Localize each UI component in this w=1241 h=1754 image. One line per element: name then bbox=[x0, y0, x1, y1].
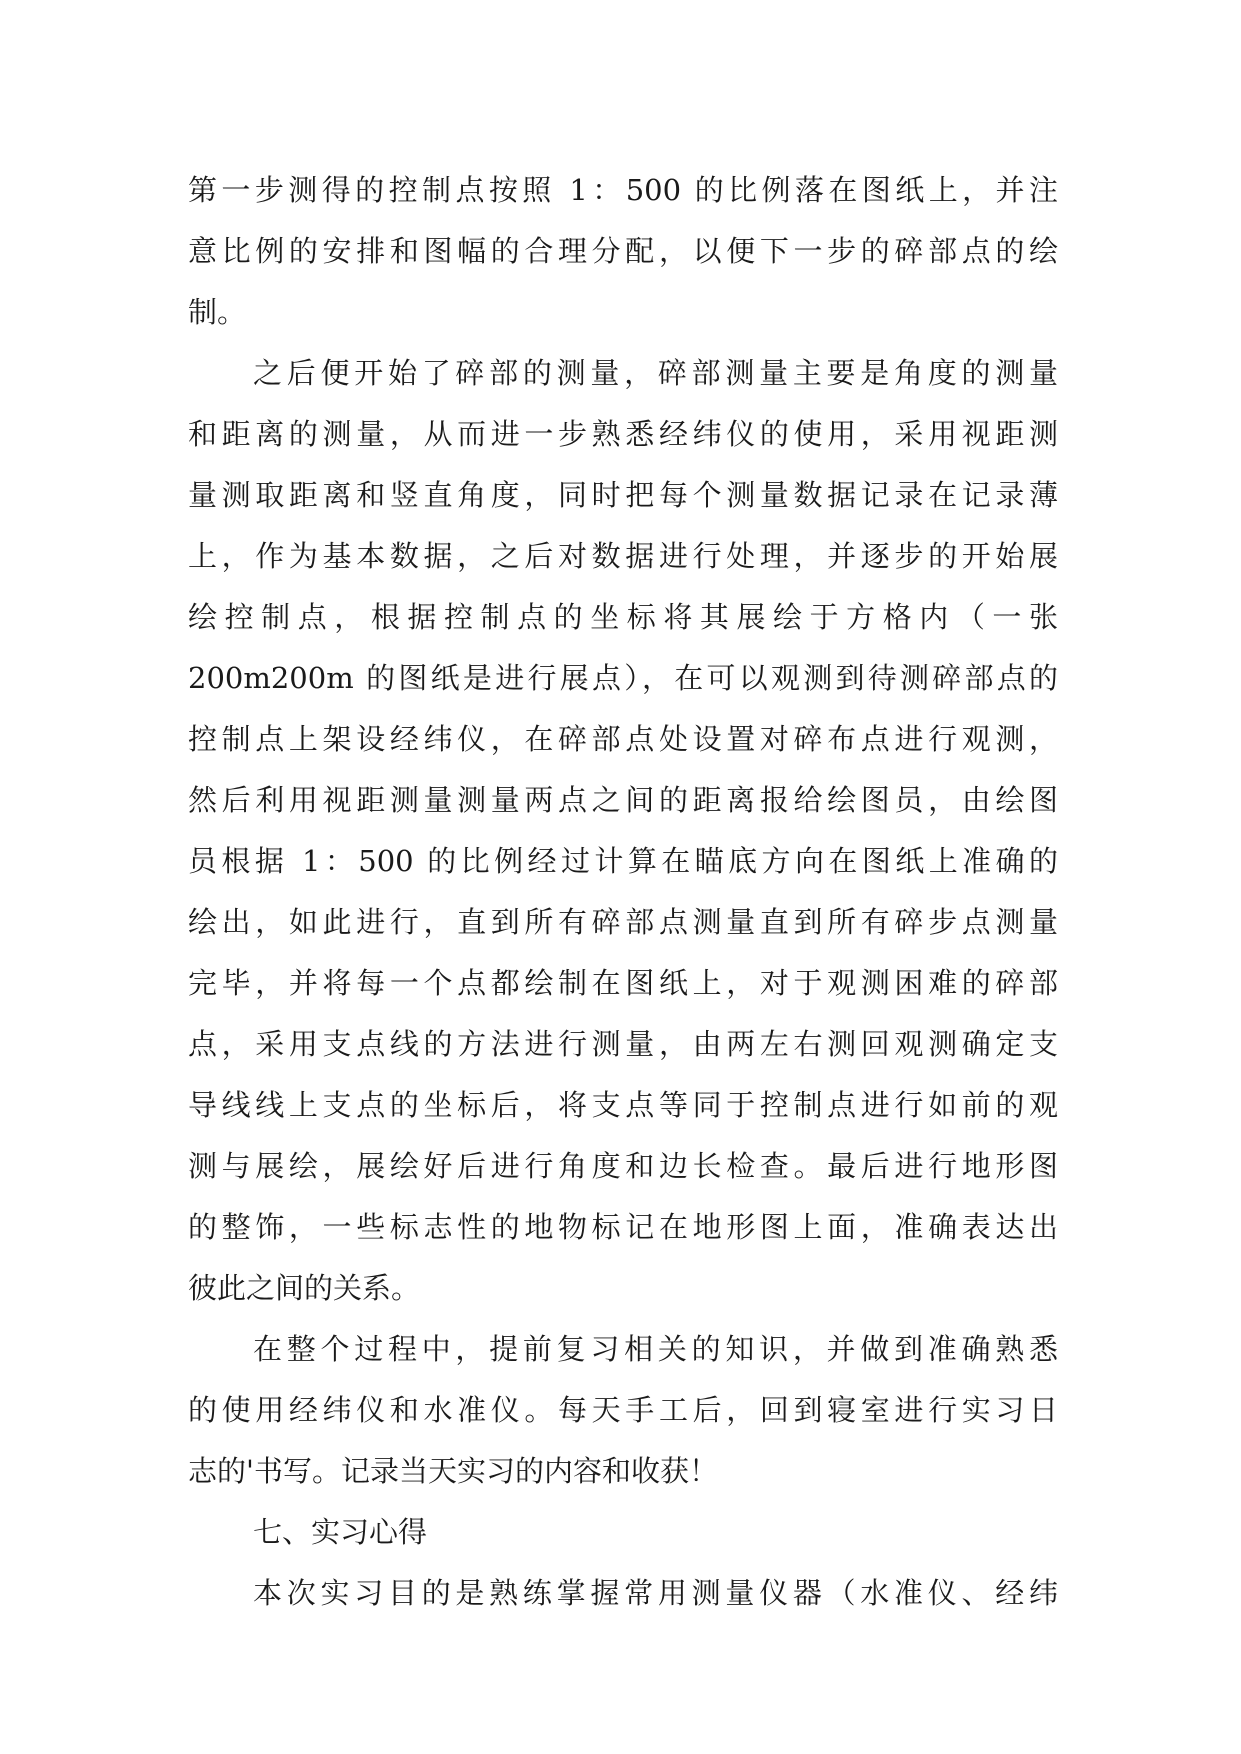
text-line: 制。 bbox=[188, 295, 247, 329]
text-line: 绘控制点，根据控制点的坐标将其展绘于方格内（一张 bbox=[188, 600, 1058, 634]
text-line: 的使用经纬仪和水准仪。每天手工后，回到寝室进行实习日 bbox=[188, 1393, 1058, 1427]
text-line: 量测取距离和竖直角度，同时把每个测量数据记录在记录薄 bbox=[188, 478, 1058, 512]
body-text bbox=[188, 160, 1058, 1624]
text-line: 200m200m 的图纸是进行展点），在可以观测到待测碎部点的 bbox=[188, 661, 1058, 695]
text-line: 绘出，如此进行，直到所有碎部点测量直到所有碎步点测量 bbox=[188, 905, 1058, 939]
text-line: 志的'书写。记录当天实习的内容和收获！ bbox=[188, 1454, 718, 1488]
text-line: 导线线上支点的坐标后，将支点等同于控制点进行如前的观 bbox=[188, 1088, 1058, 1122]
text-line: 点，采用支点线的方法进行测量，由两左右测回观测确定支 bbox=[188, 1027, 1058, 1061]
text-line: 员根据 1：500 的比例经过计算在瞄底方向在图纸上准确的 bbox=[188, 844, 1058, 878]
text-line: 七、实习心得 bbox=[253, 1515, 428, 1549]
text-line: 然后利用视距测量测量两点之间的距离报给绘图员，由绘图 bbox=[188, 783, 1058, 817]
text-line: 之后便开始了碎部的测量，碎部测量主要是角度的测量 bbox=[253, 356, 1058, 390]
text-line: 第一步测得的控制点按照 1：500 的比例落在图纸上，并注 bbox=[188, 173, 1058, 207]
text-line: 测与展绘，展绘好后进行角度和边长检查。最后进行地形图 bbox=[188, 1149, 1058, 1183]
text-line: 本次实习目的是熟练掌握常用测量仪器（水准仪、经纬 bbox=[253, 1576, 1058, 1610]
text-line: 在整个过程中，提前复习相关的知识，并做到准确熟悉 bbox=[253, 1332, 1058, 1366]
text-line: 控制点上架设经纬仪，在碎部点处设置对碎布点进行观测， bbox=[188, 722, 1058, 756]
text-line: 彼此之间的关系。 bbox=[188, 1271, 421, 1305]
text-line: 和距离的测量，从而进一步熟悉经纬仪的使用，采用视距测 bbox=[188, 417, 1058, 451]
text-line: 完毕，并将每一个点都绘制在图纸上，对于观测困难的碎部 bbox=[188, 966, 1058, 1000]
text-line: 意比例的安排和图幅的合理分配，以便下一步的碎部点的绘 bbox=[188, 234, 1058, 268]
text-line: 的整饰，一些标志性的地物标记在地形图上面，准确表达出 bbox=[188, 1210, 1058, 1244]
text-line: 上，作为基本数据，之后对数据进行处理，并逐步的开始展 bbox=[188, 539, 1058, 573]
